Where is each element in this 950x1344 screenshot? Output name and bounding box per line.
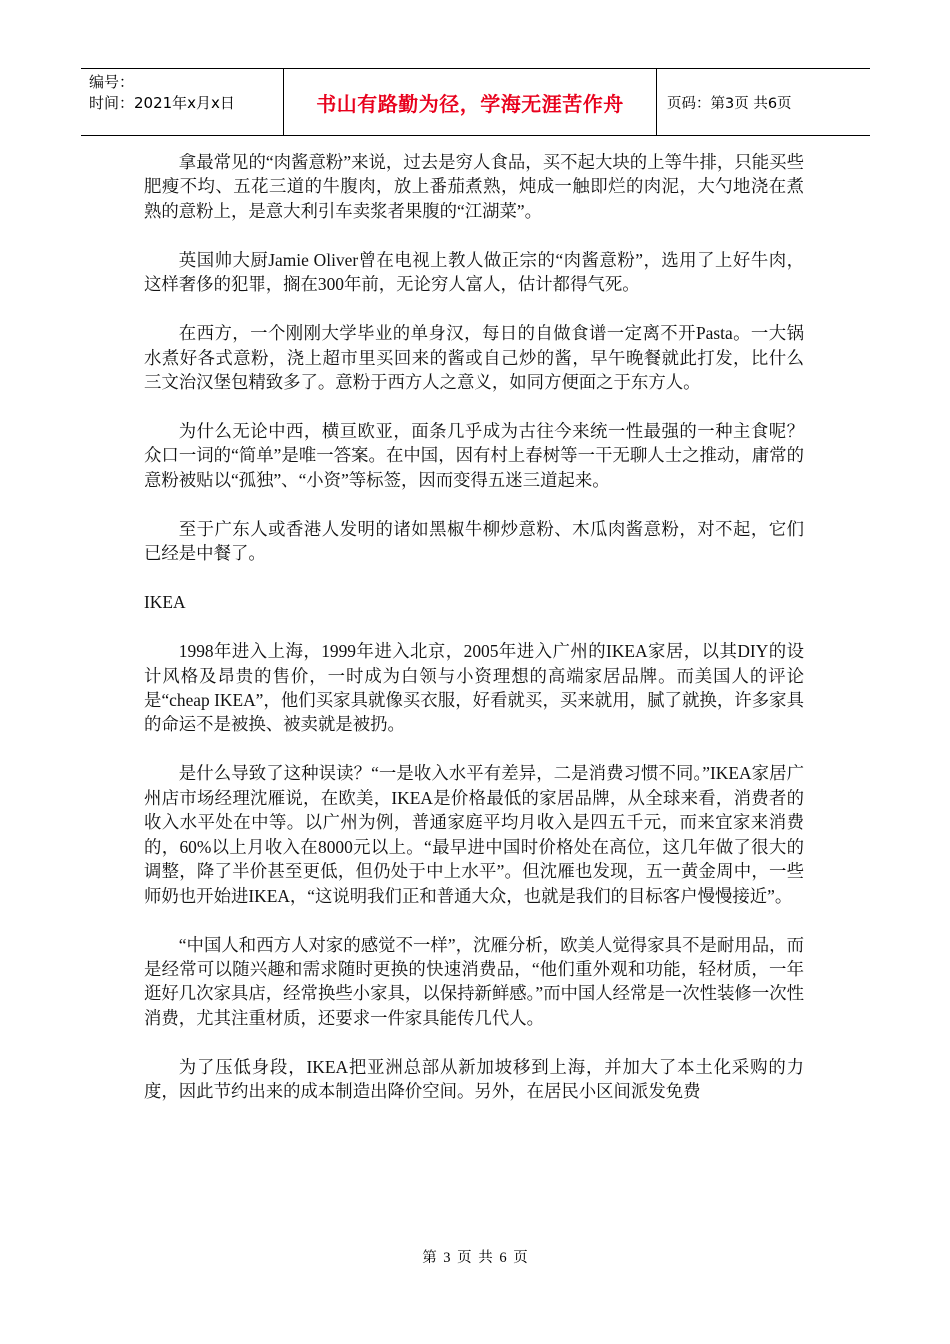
- doc-number: 编号：: [89, 73, 135, 91]
- header-motto-cell: [283, 69, 657, 135]
- doc-date: 时间：2021年x月x日: [89, 94, 235, 112]
- page-footer: 第 3 页 共 6 页: [422, 1250, 528, 1266]
- paragraph: 为什么无论中西，横亘欧亚，面条几乎成为古往今来统一性最强的一种主食呢？众口一词的“简单”是唯一答案。在中国，因有村上春树等一干无聊人士之推动，庸常的意粉被贴以“孤独”、“小资”等标签，因而变得五迷三道起来。: [144, 421, 804, 490]
- header-table: [81, 68, 870, 136]
- paragraph: 是什么导致了这种误读？“一是收入水平有差异，二是消费习惯不同。”IKEA家居广州店市场经理沈雁说，在欧美，IKEA是价格最低的家居品牌，从全球来看，消费者的收入水平处在中等。以广州为例，普通家庭平均月收入是四五千元，而来宜家来消费的，60%以上月收入在8000元以上。“最早进中国时价格处在高位，这几年做了很大的调整，降了半价甚至更低，但仍处于中上水平”。但沈雁也发现，五一黄金周中，一些师奶也开始进IKEA，“这说明我们正和普通大众，也就是我们的目标客户慢慢接近”。: [144, 763, 804, 906]
- paragraph: 1998年进入上海，1999年进入北京，2005年进入广州的IKEA家居，以其DIY的设计风格及昂贵的售价，一时成为白领与小资理想的高端家居品牌。而美国人的评论是“cheap IKEA”，他们买家具就像买衣服，好看就买，买来就用，腻了就换，许多家具的命运不是被换、被卖就是被扔。: [144, 641, 804, 735]
- header-meta: [81, 69, 283, 135]
- paragraph: 至于广东人或香港人发明的诸如黑椒牛柳炒意粉、木瓜肉酱意粉，对不起，它们已经是中餐了。: [144, 518, 804, 564]
- paragraph: 英国帅大厨Jamie Oliver曾在电视上教人做正宗的“肉酱意粉”，选用了上好牛肉，这样奢侈的犯罪，搁在300年前，无论穷人富人，估计都得气死。: [144, 249, 804, 295]
- paragraph: 为了压低身段，IKEA把亚洲总部从新加坡移到上海，并加大了本土化采购的力度，因此节约出来的成本制造出降价空间。另外，在居民小区间派发免费: [144, 1056, 804, 1102]
- header-page-info: 页码：第3页 共6页: [667, 95, 792, 112]
- section-heading: IKEA: [144, 592, 186, 613]
- body-text: [144, 150, 804, 1128]
- header-motto: 书山有路勤为径，学海无涯苦作舟: [316, 91, 624, 116]
- paragraph: “中国人和西方人对家的感觉不一样”，沈雁分析，欧美人觉得家具不是耐用品，而是经常可以随兴趣和需求随时更换的快速消费品，“他们重外观和功能，轻材质，一年逛好几次家具店，经常换些小家具，以保持新鲜感。”而中国人经常是一次性装修一次性消费，尤其注重材质，还要求一件家具能传几代人。: [144, 934, 804, 1028]
- paragraph: 在西方，一个刚刚大学毕业的单身汉，每日的自做食谱一定离不开Pasta。一大锅水煮好各式意粉，浇上超市里买回来的酱或自己炒的酱，早午晚餐就此打发，比什么三文治汉堡包精致多了。意粉于西方人之意义，如同方便面之于东方人。: [144, 323, 804, 393]
- paragraph: 拿最常见的“肉酱意粉”来说，过去是穷人食品，买不起大块的上等牛排，只能买些肥瘦不均、五花三道的牛腹肉，放上番茄煮熟，炖成一触即烂的肉泥，大勺地浇在煮熟的意粉上，是意大利引车卖浆者果腹的“江湖菜”。: [144, 152, 804, 221]
